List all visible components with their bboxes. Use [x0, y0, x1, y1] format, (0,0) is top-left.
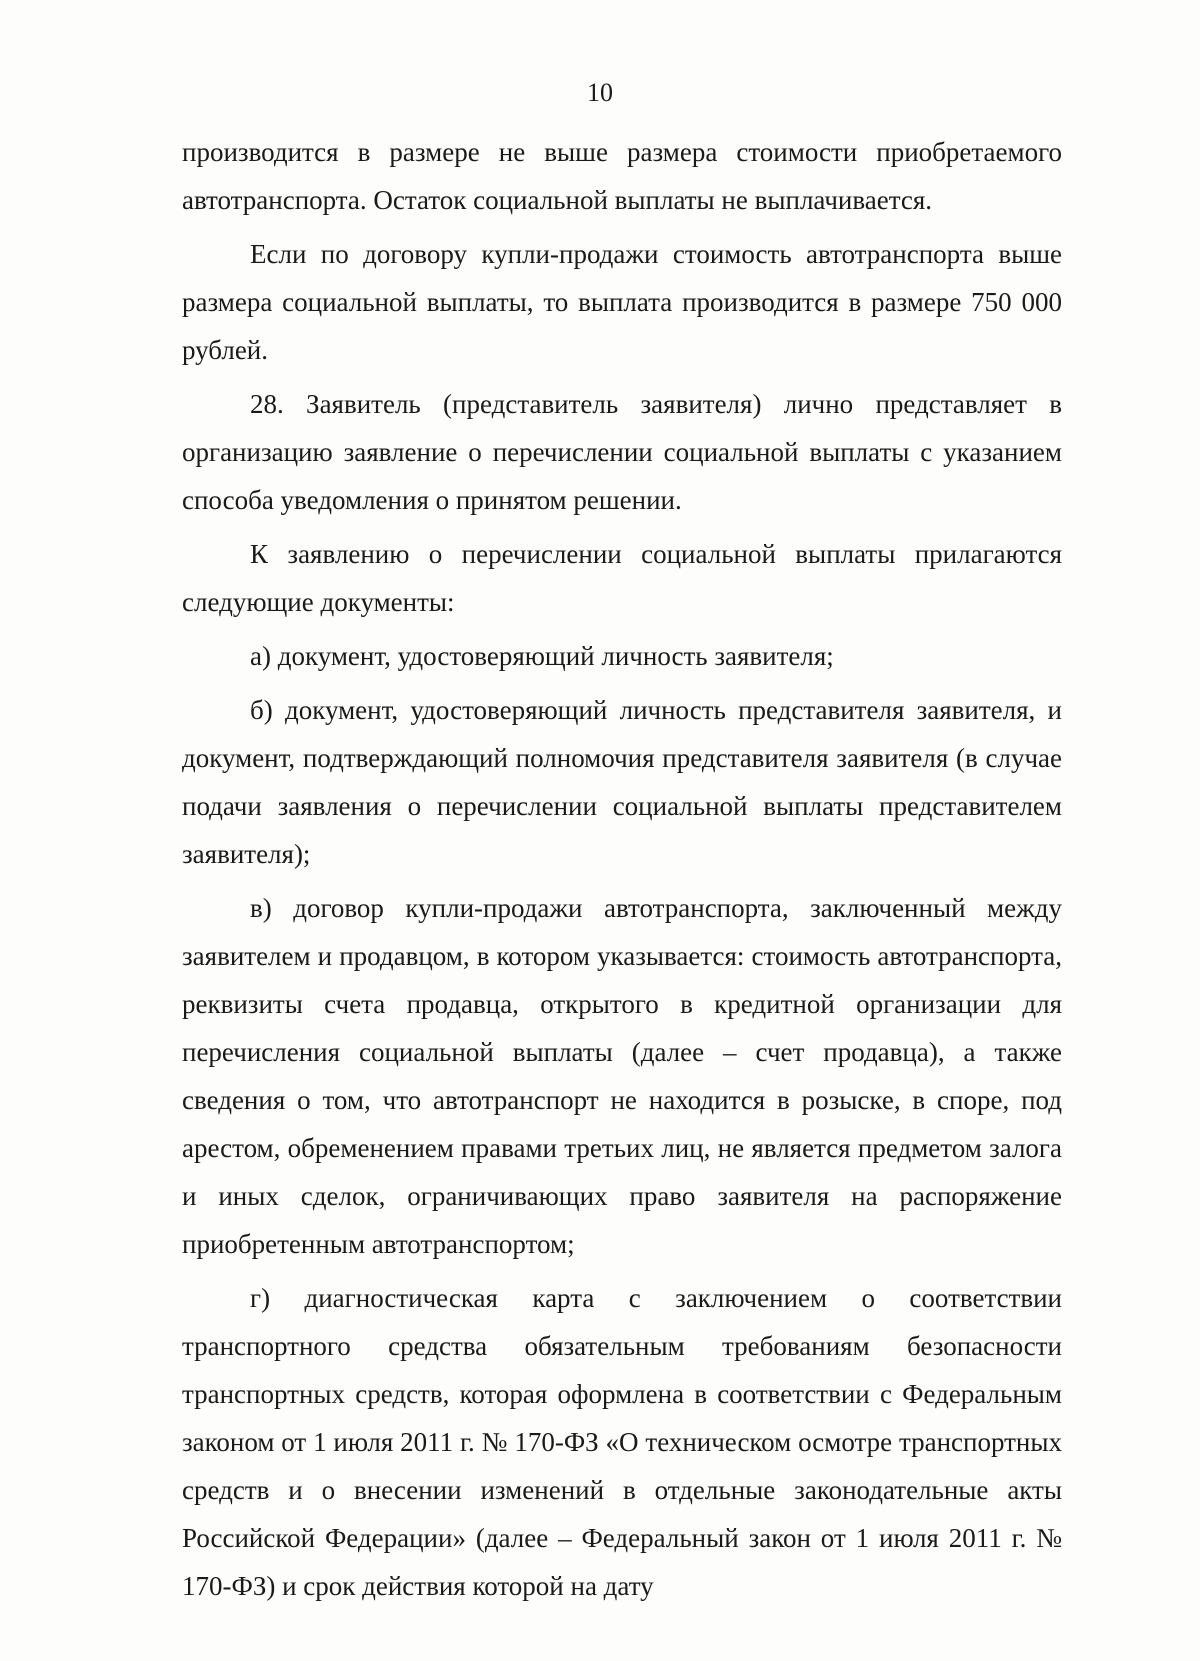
list-item-a: а) документ, удостоверяющий личность заявителя; — [250, 641, 834, 671]
paragraph-attached-documents: К заявлению о перечислении социальной выплаты прилагаются следующие документы: — [182, 539, 1062, 617]
paragraph-continuation: производится в размере не выше размера стоимости приобретаемого автотранспорта. Остаток социальной выплаты не выплачивается. — [182, 137, 1062, 215]
list-item-g: г) диагностическая карта с заключением о соответствии транспортного средства обязательным требованиям безопасности транспортных средств, которая оформлена в соответствии с Федеральным законом от 1 июля 2011 г. № 170-ФЗ «О техническом осмотре транспортных средств и о внесении изменений в отдельные законодательные акты Российской Федерации» (далее – Федеральный закон от 1 июля 2011 г. № 170-ФЗ) и срок действия которой на дату — [182, 1283, 1062, 1601]
paragraph-price-exceeds: Если по договору купли-продажи стоимость автотранспорта выше размера социальной выплаты, то выплата производится в размере 750 000 рублей. — [182, 239, 1062, 365]
page-number: 10 — [587, 78, 613, 107]
document-body — [182, 128, 1062, 1610]
list-item-v: в) договор купли-продажи автотранспорта, заключенный между заявителем и продавцом, в котором указывается: стоимость автотранспорта, реквизиты счета продавца, открытого в кредитной организации для перечисления социальной выплаты (далее – счет продавца), а также сведения о том, что автотранспорт не находится в розыске, в споре, под арестом, обременением правами третьих лиц, не является предметом залога и иных сделок, ограничивающих право заявителя на распоряжение приобретенным автотранспортом; — [182, 893, 1062, 1259]
paragraph-item-28: 28. Заявитель (представитель заявителя) лично представляет в организацию заявление о перечислении социальной выплаты с указанием способа уведомления о принятом решении. — [182, 389, 1062, 515]
list-item-b: б) документ, удостоверяющий личность представителя заявителя, и документ, подтверждающий полномочия представителя заявителя (в случае подачи заявления о перечислении социальной выплаты представителем заявителя); — [182, 695, 1062, 869]
